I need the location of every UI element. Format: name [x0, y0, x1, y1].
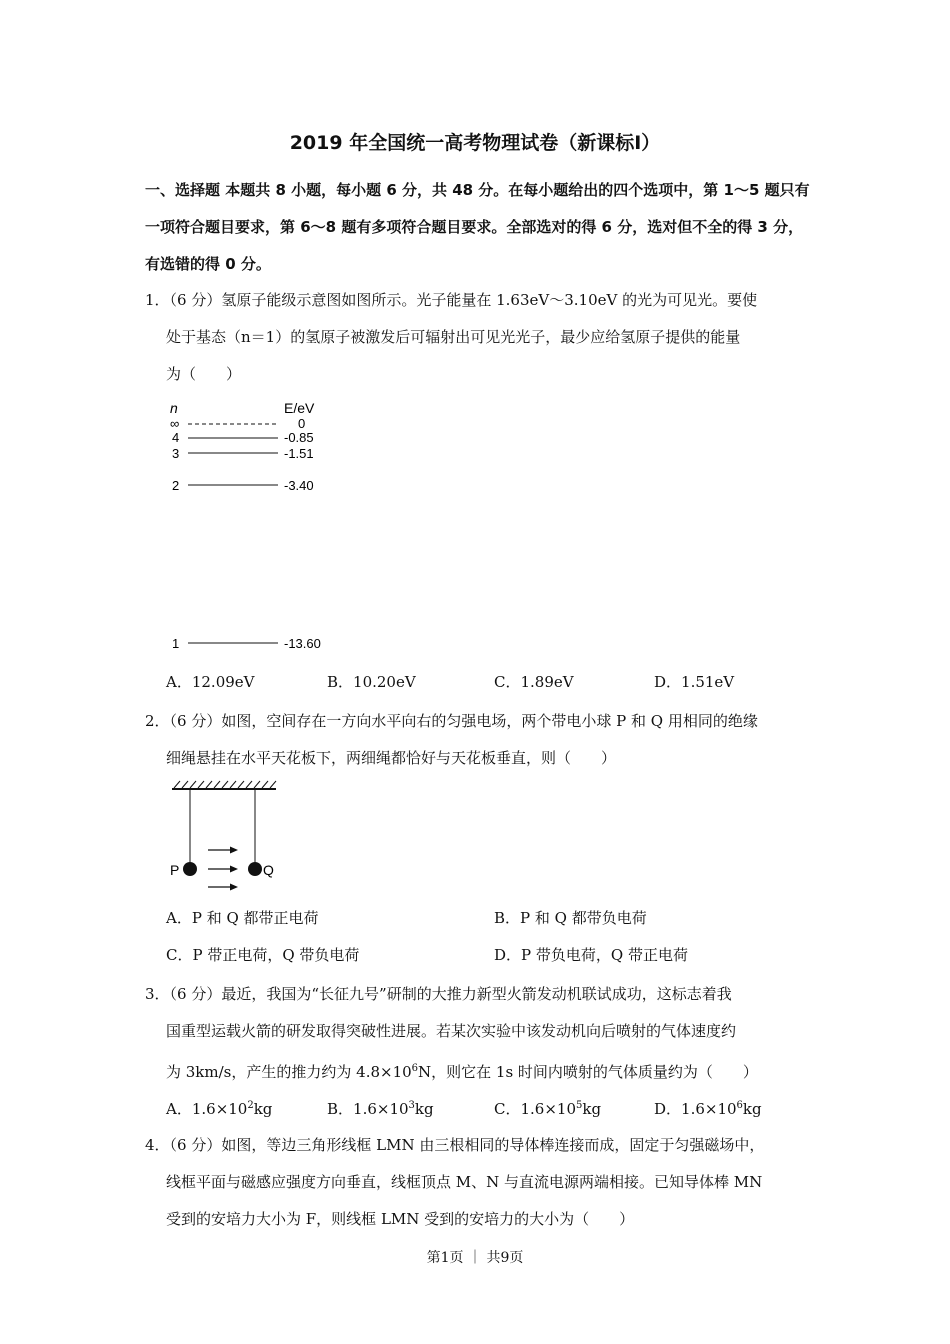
q2-option-a[interactable]: A．P 和 Q 都带正电荷	[166, 909, 319, 927]
q1-option-a[interactable]: A．12.09eV	[166, 673, 255, 691]
q3-option-b-base: B．1.6×10	[327, 1100, 409, 1118]
section-instructions: 一、选择题 本题共 8 小题，每小题 6 分，共 48 分。在每小题给出的四个选项中，第 1～5 题只有一项符合题目要求，第 6～8 题有多项符合题目要求。全部选对的得 6 分，选对但不全的得 3 分，有选错的得 0 分。	[145, 181, 810, 273]
charged-balls-diagram	[162, 780, 287, 895]
q2-option-b[interactable]: B．P 和 Q 都带负电荷	[494, 909, 647, 927]
field-arrows	[208, 847, 238, 891]
q3-option-c-unit: kg	[582, 1100, 602, 1118]
q3-option-d-exponent: 6	[736, 1100, 743, 1111]
level-e-3: -1.51	[284, 446, 314, 461]
energy-level-diagram	[160, 395, 340, 660]
q4-line-3: 受到的安培力大小为 F，则线框 LMN 受到的安培力的大小为（ ）	[166, 1210, 635, 1228]
level-e-inf: 0	[298, 416, 306, 431]
level-n-4: 4	[172, 430, 180, 445]
page-footer: 第1页 ｜ 共9页	[426, 1250, 524, 1266]
page-title: 2019 年全国统一高考物理试卷（新课标Ⅰ）	[289, 132, 661, 154]
q2-line-1: 2．（6 分）如图，空间存在一方向水平向右的匀强电场，两个带电小球 P 和 Q 用相同的绝缘	[145, 712, 758, 730]
level-n-2: 2	[172, 478, 180, 493]
level-n-3: 3	[172, 446, 180, 461]
q3-option-d-base: D．1.6×10	[654, 1100, 737, 1118]
q3-option-d-unit: kg	[742, 1100, 762, 1118]
q3-option-a[interactable]	[166, 1095, 272, 1120]
q3-line-2: 国重型运载火箭的研发取得突破性进展。若某次实验中该发动机向后喷射的气体速度约	[166, 1022, 737, 1040]
q1-option-b[interactable]: B．10.20eV	[327, 673, 416, 691]
diagram-e-label: E/eV	[284, 400, 315, 416]
q1-line-1: 1．（6 分）氢原子能级示意图如图所示。光子能量在 1.63eV～3.10eV 的光为可见光。要使	[145, 291, 758, 309]
q3-option-b-exponent: 3	[408, 1100, 415, 1111]
q3-option-c-base: C．1.6×10	[494, 1100, 576, 1118]
q3-option-b-unit: kg	[414, 1100, 434, 1118]
label-p: P	[170, 862, 180, 878]
q3-option-c-exponent: 5	[576, 1100, 583, 1111]
q2-option-d[interactable]: D．P 带负电荷，Q 带正电荷	[494, 946, 688, 964]
label-q: Q	[263, 862, 274, 878]
q2-line-2: 细绳悬挂在水平天花板下，两细绳都恰好与天花板垂直，则（ ）	[166, 749, 617, 767]
q3-option-a-exponent: 2	[247, 1100, 254, 1111]
ball-p	[183, 862, 197, 876]
q3-option-a-unit: kg	[253, 1100, 273, 1118]
level-n-1: 1	[172, 636, 180, 651]
q3-line-1: 3．（6 分）最近，我国为“长征九号”研制的大推力新型火箭发动机联试成功，这标志着我	[145, 985, 732, 1003]
q1-option-d[interactable]: D．1.51eV	[654, 673, 735, 691]
q4-line-1: 4．（6 分）如图，等边三角形线框 LMN 由三根相同的导体棒连接而成，固定于匀强磁场中，	[145, 1136, 765, 1154]
q3-option-a-base: A．1.6×10	[166, 1100, 248, 1118]
q3-line-3-exponent: 6	[411, 1063, 419, 1074]
level-e-1: -13.60	[284, 636, 321, 651]
level-e-2: -3.40	[284, 478, 314, 493]
q3-line-3-text-b: N，则它在 1s 时间内喷射的气体质量约为（ ）	[418, 1063, 758, 1081]
q1-line-3: 为（ ）	[166, 365, 242, 383]
q4-line-2: 线框平面与磁感应强度方向垂直，线框顶点 M、N 与直流电源两端相接。已知导体棒 MN	[166, 1173, 763, 1191]
q1-line-2: 处于基态（n＝1）的氢原子被激发后可辐射出可见光光子，最少应给氢原子提供的能量	[166, 328, 741, 346]
ceiling-hatching	[172, 781, 276, 789]
q2-option-c[interactable]: C．P 带正电荷，Q 带负电荷	[166, 946, 360, 964]
diagram-n-label: n	[170, 400, 178, 416]
q3-option-c[interactable]	[494, 1095, 601, 1120]
q3-option-b[interactable]	[327, 1095, 434, 1120]
q1-option-c[interactable]: C．1.89eV	[494, 673, 574, 691]
level-e-4: -0.85	[284, 430, 314, 445]
ball-q	[248, 862, 262, 876]
q3-line-3-text-a: 为 3km/s，产生的推力约为 4.8×10	[166, 1063, 412, 1081]
level-n-inf: ∞	[170, 416, 180, 431]
q3-option-d[interactable]	[654, 1095, 762, 1120]
q3-line-3	[166, 1050, 811, 1091]
